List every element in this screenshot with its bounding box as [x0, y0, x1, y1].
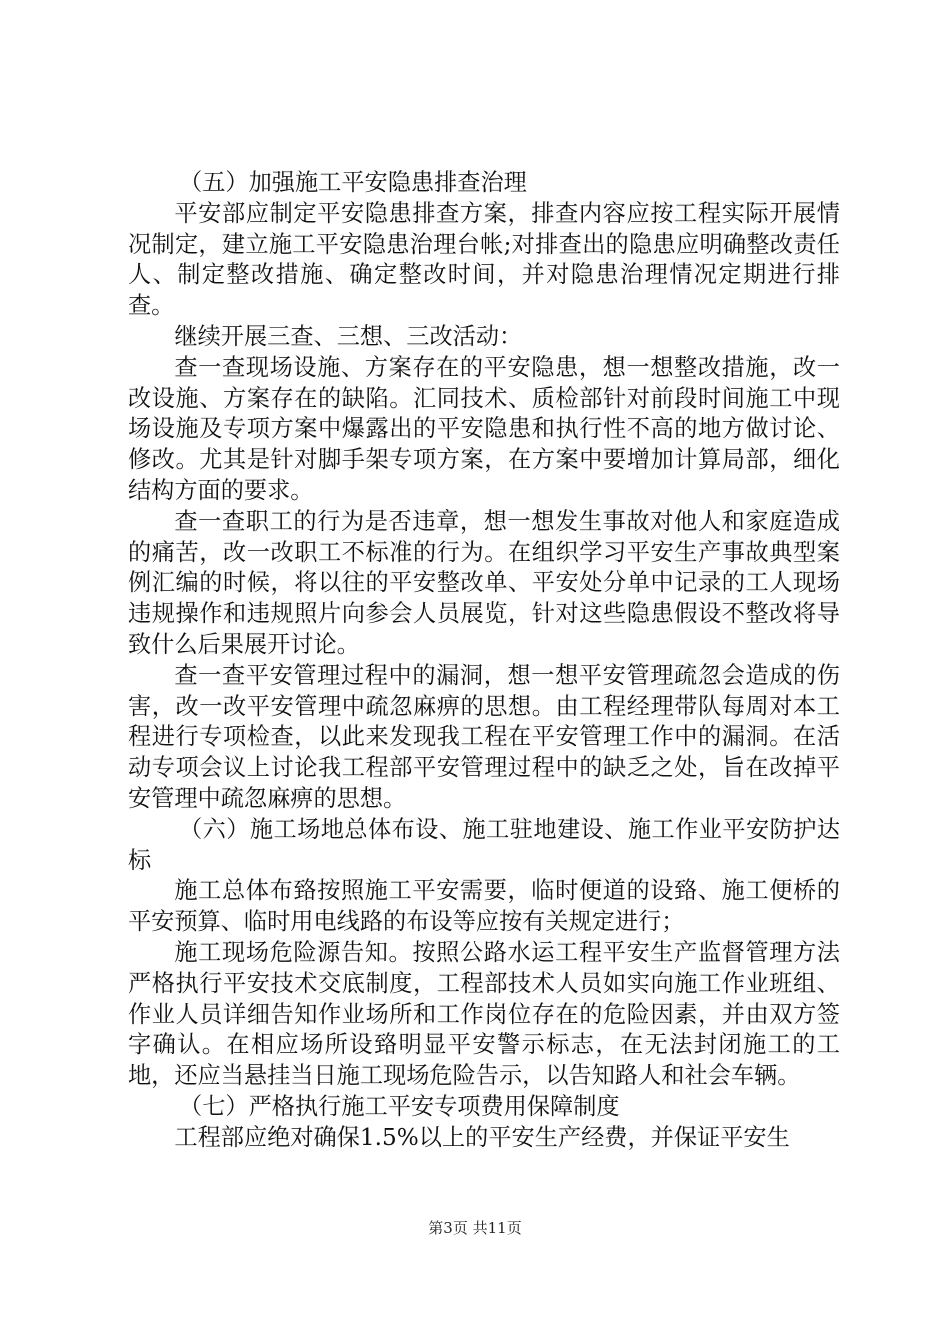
section-heading-6: （六）施工场地总体布设、施工驻地建设、施工作业平安防护达标 [128, 815, 840, 874]
page-number-footer: 第3页 共11页 [428, 1219, 522, 1237]
document-body [128, 168, 840, 1154]
paragraph: 平安部应制定平安隐患排查方案，排查内容应按工程实际开展情况制定，建立施工平安隐患治理台帐;对排查出的隐患应明确整改责任人、制定整改措施、确定整改时间，并对隐患治理情况定期进行排查。 [128, 199, 840, 320]
section-heading-5: （五）加强施工平安隐患排查治理 [179, 169, 527, 196]
paragraph: 查一查职工的行为是否违章，想一想发生事故对他人和家庭造成的痛苦，改一改职工不标准的行为。在组织学习平安生产事故典型案例汇编的时候，将以往的平安整改单、平安处分单中记录的工人现场违规操作和违规照片向参会人员展览，针对这些隐患假设不整改将导致什么后果展开讨论。 [128, 507, 840, 658]
paragraph: 继续开展三查、三想、三改活动： [174, 322, 523, 350]
paragraph: 施工现场危险源告知。按照公路水运工程平安生产监督管理方法严格执行平安技术交底制度，工程部技术人员如实向施工作业班组、作业人员详细告知作业场所和工作岗位存在的危险因素，并由双方签字确认。在相应场所设臵明显平安警示标志，在无法封闭施工的工地，还应当悬挂当日施工现场危险告示，以告知路人和社会车辆。 [128, 938, 840, 1090]
paragraph: 查一查平安管理过程中的漏洞，想一想平安管理疏忽会造成的伤害，改一改平安管理中疏忽麻痹的思想。由工程经理带队每周对本工程进行专项检查，以此来发现我工程在平安管理工作中的漏洞。在活动专项会议上讨论我工程部平安管理过程中的缺乏之处，旨在改掉平安管理中疏忽麻痹的思想。 [128, 661, 840, 812]
paragraph: 工程部应绝对确保1.5%以上的平安生产经费，并保证平安生 [174, 1123, 790, 1151]
paragraph: 施工总体布臵按照施工平安需要，临时便道的设臵、施工便桥的平安预算、临时用电线路的布设等应按有关规定进行； [128, 877, 840, 936]
paragraph: 查一查现场设施、方案存在的平安隐患，想一想整改措施，改一改设施、方案存在的缺陷。汇同技术、质检部针对前段时间施工中现场设施及专项方案中爆露出的平安隐患和执行性不高的地方做讨论、修改。尤其是针对脚手架专项方案，在方案中要增加计算局部，细化结构方面的要求。 [128, 353, 840, 504]
section-heading-7: （七）严格执行施工平安专项费用保障制度 [179, 1092, 620, 1120]
